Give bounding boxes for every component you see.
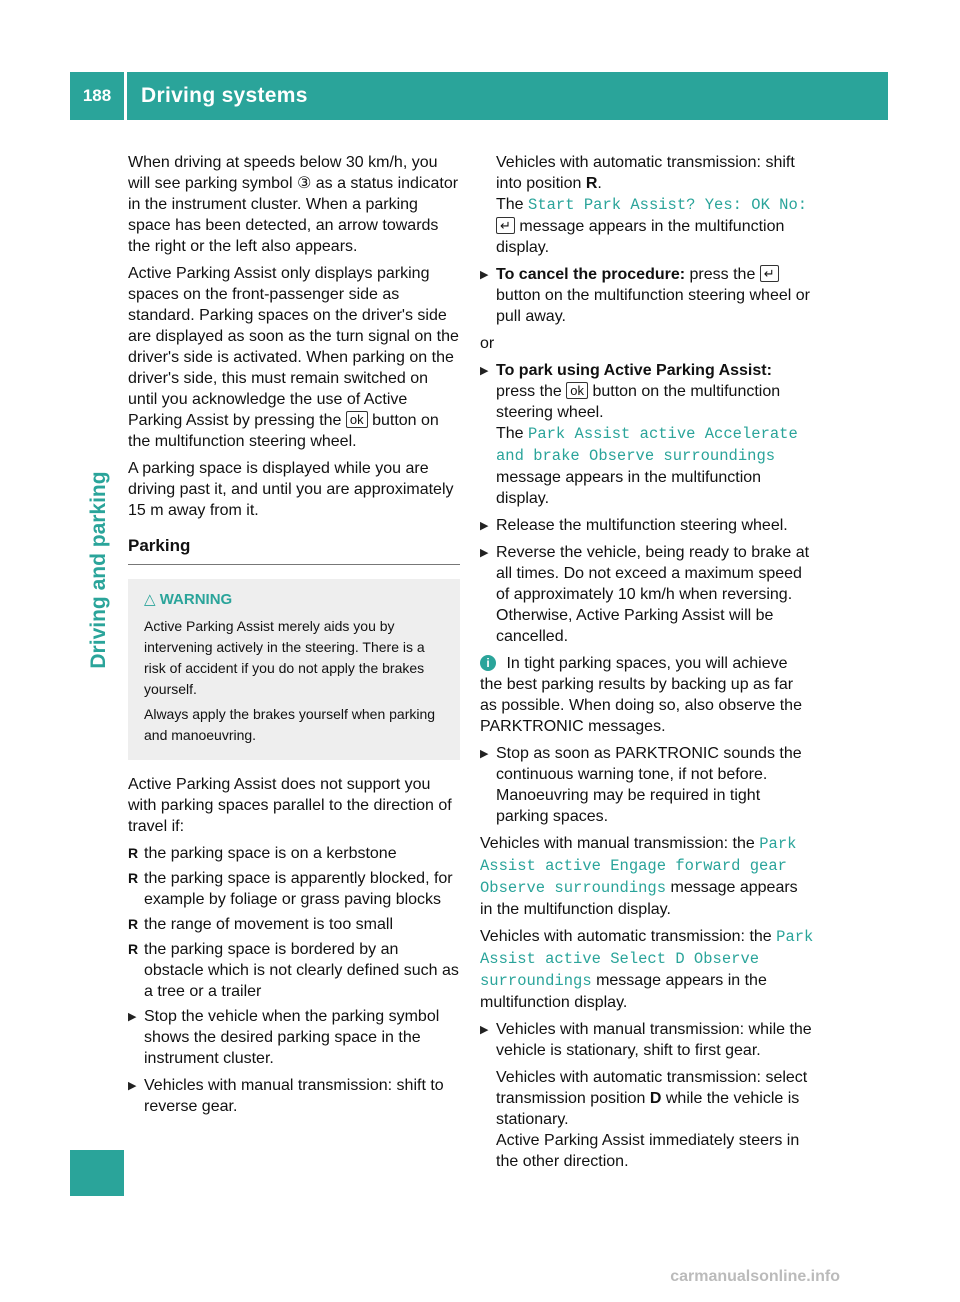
list-item: R the parking space is on a kerbstone (128, 843, 460, 864)
step-item: ▶ To park using Active Parking Assist: press the ok button on the multifunction steering wheel. The Park Assist active Accelerate and brake Observe surroundings message appears in the multifunction display. (480, 360, 814, 509)
parking-heading: Parking (128, 536, 191, 555)
step-item: ▶ Vehicles with manual transmission: shift to reverse gear. (128, 1075, 460, 1117)
info-note: i In tight parking spaces, you will achieve the best parking results by backing up as far as possible. When doing so, also observe the PARKTRONIC messages. (480, 655, 802, 735)
step-item: ▶ Stop as soon as PARKTRONIC sounds the continuous warning tone, if not before. Manoeuvring may be required in tight parking spaces. (480, 743, 814, 827)
step-item: ▶ To cancel the procedure: press the ↵ button on the multifunction steering wheel or pull away. (480, 264, 814, 327)
warning-text: Active Parking Assist merely aids you by intervening actively in the steering. There is a risk of accident if you do not apply the brakes yourself. (144, 618, 425, 697)
display-message: Park Assist active Select D Observe surroundings (480, 928, 814, 990)
header-divider (124, 72, 127, 120)
side-tab (86, 420, 112, 720)
step-item: ▶ Stop the vehicle when the parking symbol shows the desired parking space in the instrument cluster. (128, 1006, 460, 1069)
list-item: R the parking space is apparently blocked, for example by foliage or grass paving blocks (128, 868, 460, 910)
back-key-icon: ↵ (496, 217, 515, 234)
automatic-position-paragraph: Vehicles with automatic transmission: select transmission position D while the vehicle is stationary. Active Parking Assist immediately steers in the other direction. (496, 1069, 808, 1170)
display-message: Start Park Assist? Yes: OK No: (528, 196, 808, 214)
support-paragraph: Active Parking Assist does not support you with parking spaces parallel to the direction of travel if: (128, 776, 452, 835)
display-paragraph: A parking space is displayed while you are driving past it, and until you are approximately 15 m away from it. (128, 460, 454, 519)
ok-key-icon: ok (346, 411, 368, 428)
section-title: Driving systems (141, 84, 308, 107)
list-item: R the range of movement is too small (128, 914, 460, 935)
back-key-icon: ↵ (760, 265, 779, 282)
watermark: carmanualsonline.info (670, 1268, 840, 1285)
ok-key-icon: ok (566, 382, 588, 399)
list-item: R the parking space is bordered by an obstacle which is not clearly defined such as a tree or a trailer (128, 939, 460, 1002)
automatic-shift-paragraph: Vehicles with automatic transmission: shift into position R. The Start Park Assist? Yes: OK No: ↵ message appears in the multifunction display. (496, 154, 808, 256)
display-message: Park Assist active Engage forward gear Observe surroundings (480, 835, 797, 897)
warning-text: Always apply the brakes yourself when parking and manoeuvring. (144, 706, 436, 743)
left-column (128, 152, 460, 1123)
step-item: ▶ Vehicles with manual transmission: while the vehicle is stationary, shift to first gear. (480, 1019, 814, 1061)
display-message: Park Assist active Accelerate and brake Observe surroundings (496, 425, 798, 465)
warning-box (128, 579, 460, 760)
heading-rule (128, 564, 460, 565)
intro-paragraph: When driving at speeds below 30 km/h, you will see parking symbol ③ as a status indicator in the instrument cluster. When a parking space has been detected, an arrow towards the right or the left also appears. (128, 154, 459, 255)
page-number: 188 (82, 86, 112, 105)
warning-title: △ WARNING (144, 591, 233, 608)
manual-message-paragraph: Vehicles with manual transmission: the Park Assist active Engage forward gear Observe surroundings message appears in the multifunction display. (480, 835, 798, 918)
step-item: ▶ Release the multifunction steering wheel. (480, 515, 814, 536)
side-tab-label: Driving and parking (87, 471, 110, 669)
step-item: ▶ Reverse the vehicle, being ready to brake at all times. Do not exceed a maximum speed of approximately 10 km/h when reversing. Otherwise, Active Parking Assist will be cancelled. (480, 542, 814, 647)
warning-triangle-icon: △ (144, 591, 156, 608)
automatic-message-paragraph: Vehicles with automatic transmission: the Park Assist active Select D Observe surroundings message appears in the multifunction display. (480, 928, 814, 1011)
or-text: or (480, 335, 495, 352)
side-tab-marker (70, 1150, 124, 1196)
active-assist-paragraph: Active Parking Assist only displays parking spaces on the front-passenger side as standard. Parking spaces on the driver's side are displayed as soon as the turn signal on the driver's side is activated. When parking on the driver's side, this must remain switched on until you acknowledge the use of Active Parking Assist by pressing the ok button on the multifunction steering wheel. (128, 265, 459, 450)
right-column (480, 152, 814, 1178)
info-icon: i (480, 655, 496, 671)
